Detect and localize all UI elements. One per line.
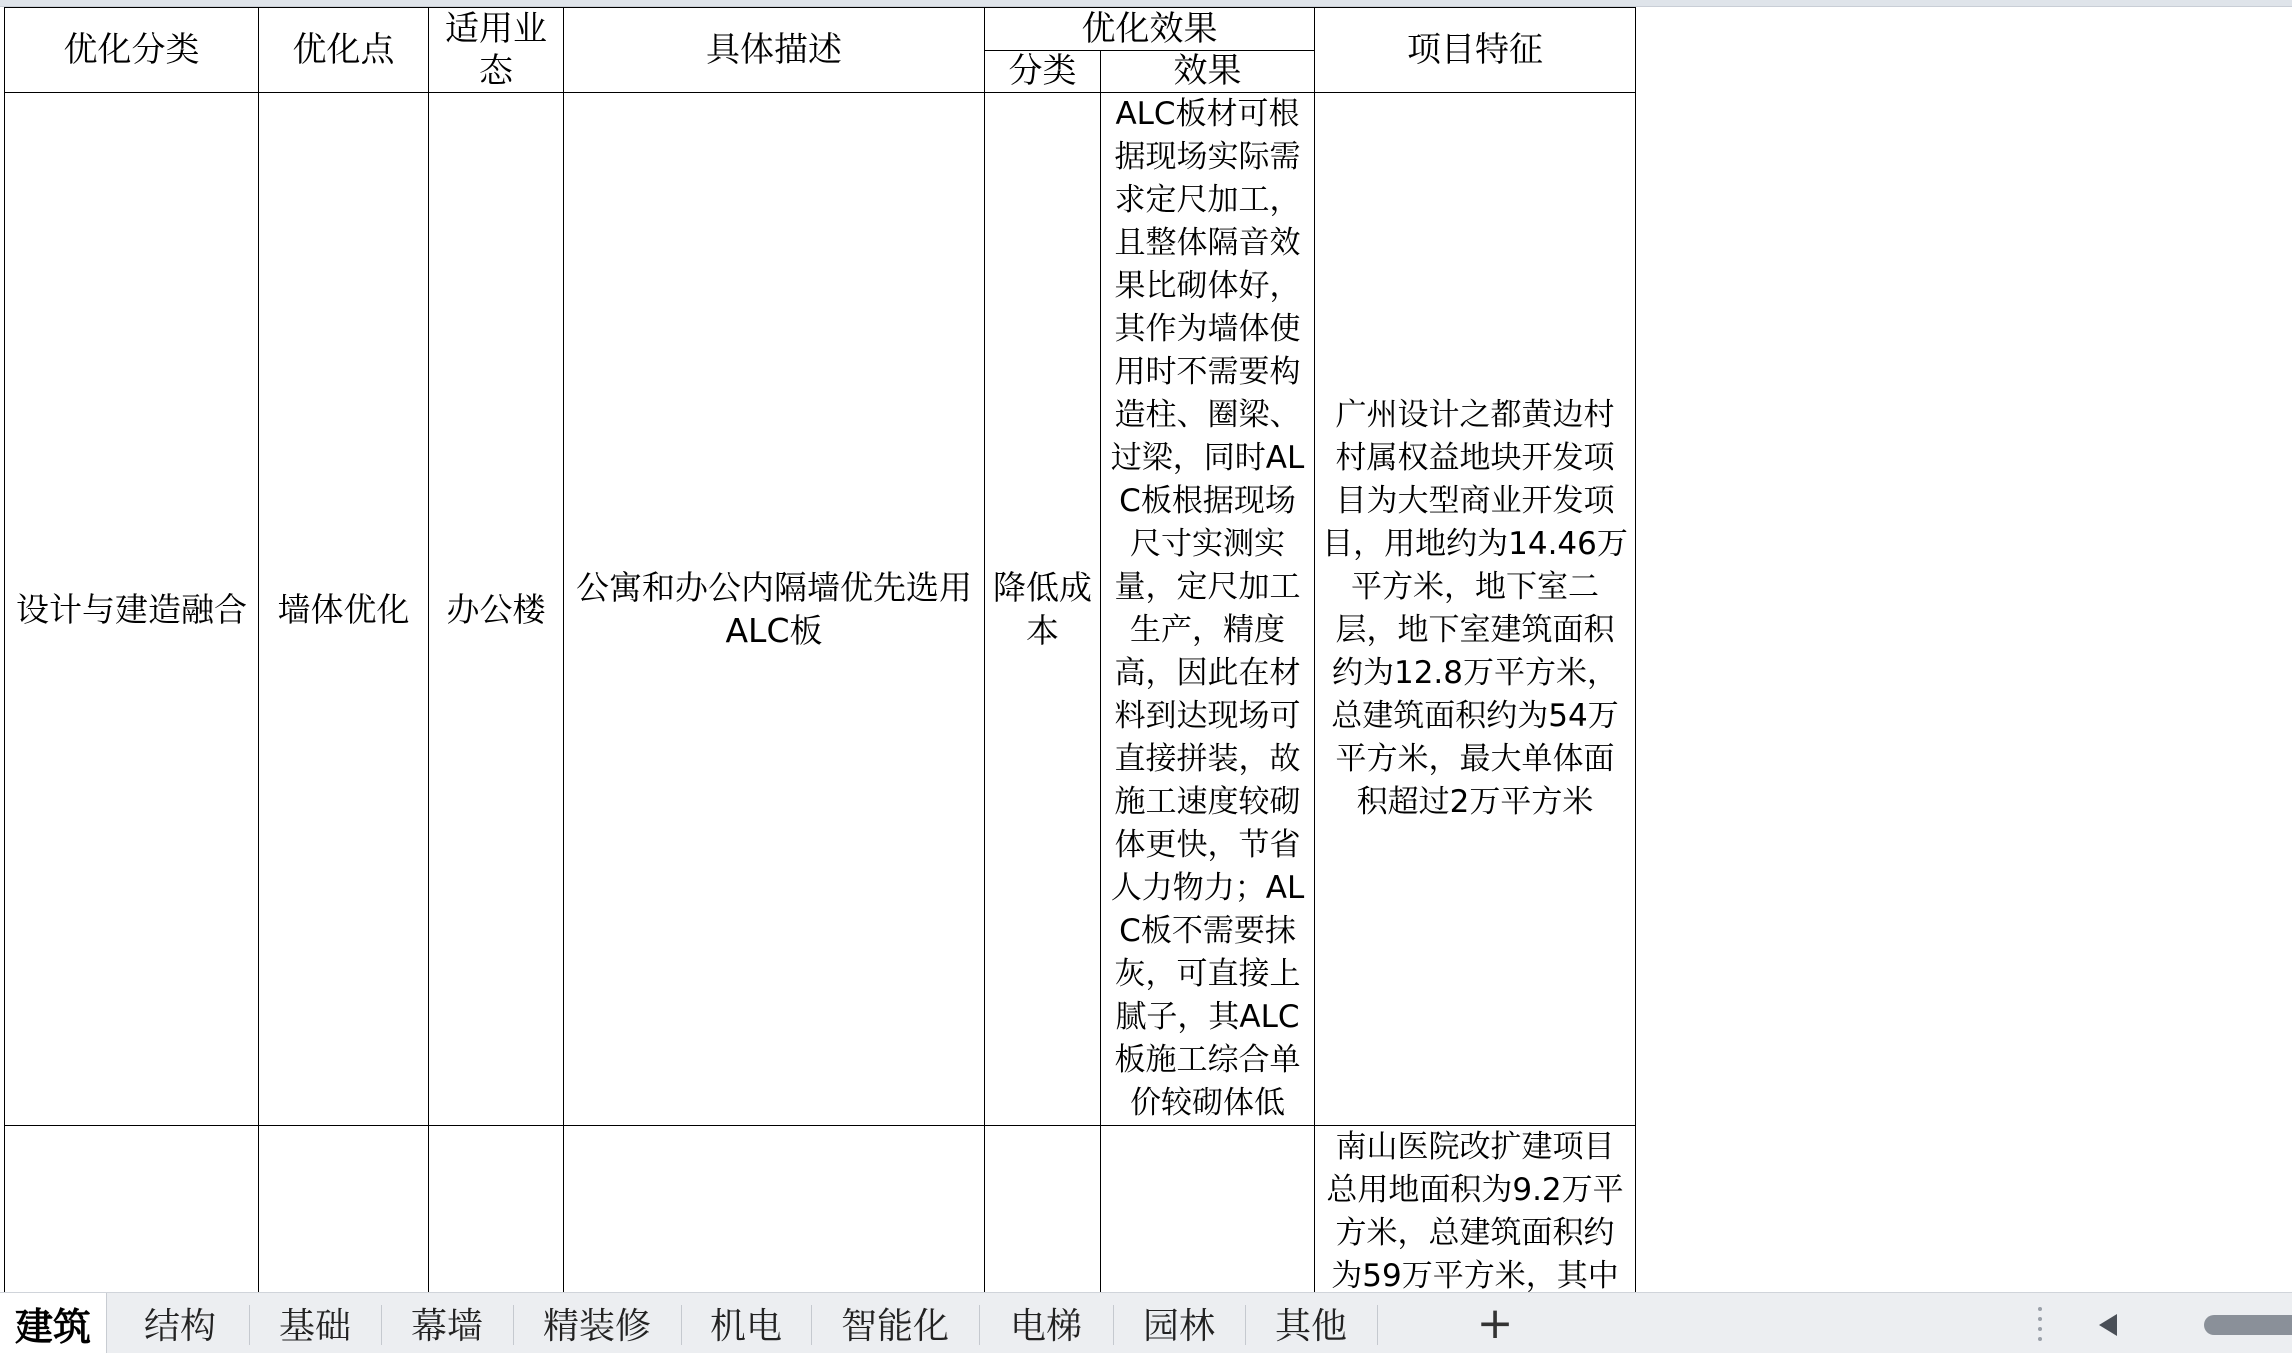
header-effect-group[interactable]: 优化效果: [985, 8, 1315, 51]
add-sheet-button[interactable]: +: [1476, 1297, 1514, 1349]
spreadsheet-grid[interactable]: [0, 7, 2292, 1292]
table-row: [5, 93, 1636, 1126]
sheet-tab-4[interactable]: 精装修: [542, 1305, 651, 1347]
cell-feature[interactable]: 广州设计之都黄边村村属权益地块开发项目为大型商业开发项目，用地约为14.46万平方米，地下室二层，地下室建筑面积约为12.8万平方米，总建筑面积约为54万平方米，最大单体面积超过2万平方米: [1315, 93, 1636, 1126]
tab-separator: [1377, 1305, 1378, 1345]
cell-business[interactable]: 办公楼: [429, 93, 564, 1126]
sheet-tab-2[interactable]: 基础: [278, 1305, 351, 1347]
header-point[interactable]: 优化点: [259, 8, 429, 93]
sheet-tab-9[interactable]: 其他: [1274, 1305, 1347, 1347]
data-table: [4, 7, 1636, 1292]
header-effect-class[interactable]: 分类: [985, 50, 1101, 93]
cell-description[interactable]: 公寓和办公内隔墙优先选用ALC板: [564, 93, 985, 1126]
header-effect-result[interactable]: 效果: [1101, 50, 1315, 93]
sheet-tab-0[interactable]: 建筑: [0, 1293, 107, 1353]
cell-category[interactable]: [5, 1126, 259, 1293]
cell-point[interactable]: [259, 1126, 429, 1293]
sheet-tab-7[interactable]: 电梯: [1009, 1305, 1082, 1347]
cell-effect-result[interactable]: [1101, 1126, 1315, 1293]
cell-effect-class[interactable]: 降低成本: [985, 93, 1101, 1126]
sheet-tab-8[interactable]: 园林: [1142, 1305, 1215, 1347]
sheet-tab-bar: [0, 1292, 2292, 1353]
scroll-left-icon[interactable]: [2090, 1307, 2126, 1343]
grid-right-edge: [2276, 7, 2292, 1292]
cell-feature[interactable]: 南山医院改扩建项目总用地面积为9.2万平方米，总建筑面积约为59万平方米，其中: [1315, 1126, 1636, 1293]
sheet-tab-6[interactable]: 智能化: [840, 1305, 949, 1347]
sheet-tab-1[interactable]: 结构: [143, 1305, 216, 1347]
cell-category[interactable]: 设计与建造融合: [5, 93, 259, 1126]
table-row: [5, 1126, 1636, 1293]
sheet-tab-3[interactable]: 幕墙: [410, 1305, 483, 1347]
more-vertical-icon[interactable]: [2036, 1307, 2044, 1341]
header-feature[interactable]: 项目特征: [1315, 8, 1636, 93]
sheet-tab-5[interactable]: 机电: [709, 1305, 782, 1347]
toolbar-edge: [0, 0, 2292, 7]
cell-effect-class[interactable]: [985, 1126, 1101, 1293]
cell-point[interactable]: 墙体优化: [259, 93, 429, 1126]
cell-effect-result[interactable]: ALC板材可根据现场实际需求定尺加工，且整体隔音效果比砌体好，其作为墙体使用时不需要构造柱、圈梁、过梁，同时ALC板根据现场尺寸实测实量，定尺加工生产，精度高，因此在材料到达现场可直接拼装，故施工速度较砌体更快，节省人力物力；ALC板不需要抹灰，可直接上腻子，其ALC板施工综合单价较砌体低: [1101, 93, 1315, 1126]
header-category[interactable]: 优化分类: [5, 8, 259, 93]
cell-description[interactable]: [564, 1126, 985, 1293]
header-business[interactable]: 适用业态: [429, 8, 564, 93]
cell-business[interactable]: [429, 1126, 564, 1293]
header-description[interactable]: 具体描述: [564, 8, 985, 93]
horizontal-scrollbar[interactable]: [2204, 1315, 2292, 1335]
